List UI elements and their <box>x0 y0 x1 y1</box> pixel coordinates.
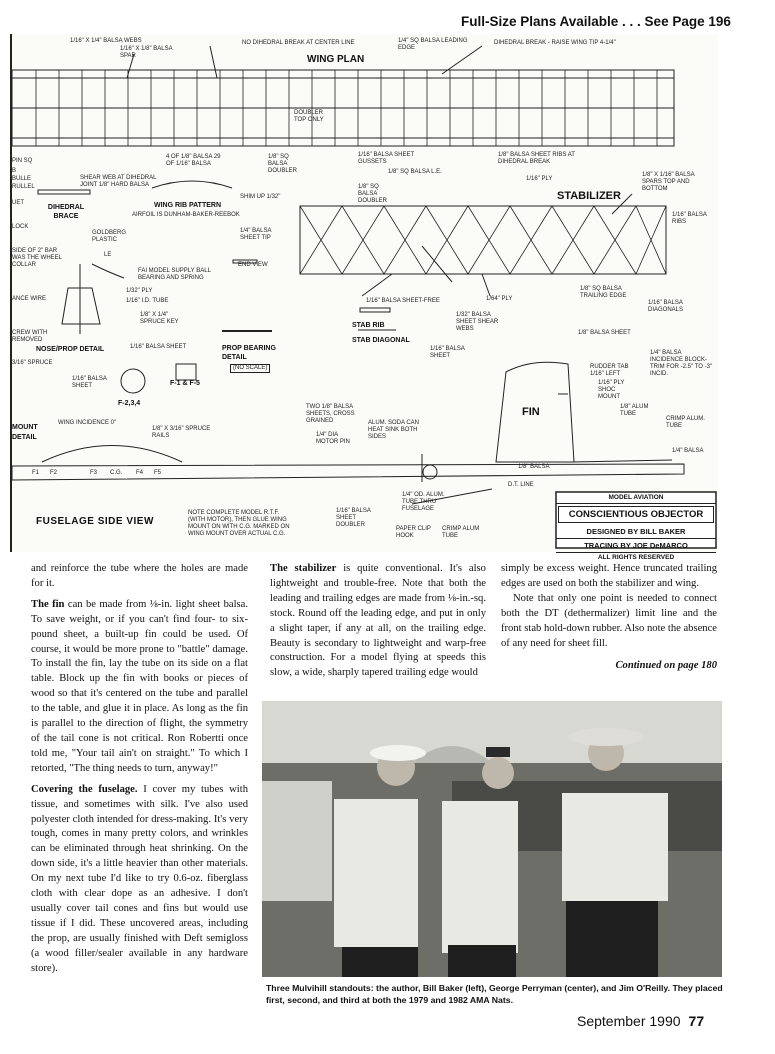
label-leading-edge: 1/4" SQ BALSA LEADING EDGE <box>398 38 468 51</box>
label-shear-web: SHEAR WEB AT DIHEDRAL JOINT 1/8" HARD BALSA <box>80 175 157 188</box>
label-ance-wire: ANCE WIRE <box>12 296 47 302</box>
label-shoc-mount: 1/16" PLY SHOC MOUNT <box>598 380 625 400</box>
label-wing-incidence: WING INCIDENCE 0" <box>58 420 117 426</box>
label-end-view: END VIEW <box>238 262 268 268</box>
label-goldberg: GOLDBERG PLASTIC <box>92 230 127 243</box>
label-sheet-free: 1/16" BALSA SHEET-FREE <box>366 298 440 304</box>
label-detail: DETAIL <box>12 434 37 441</box>
article-column-1 <box>31 562 248 976</box>
label-sheet-tip: 1/4" BALSA SHEET TIP <box>240 228 272 241</box>
label-uet: UET <box>12 200 24 206</box>
label-doubler-top: DOUBLER TOP ONLY <box>294 110 324 123</box>
title-block-rights: ALL RIGHTS RESERVED <box>597 554 675 561</box>
photo-svg <box>262 701 722 977</box>
label-crimp-tube: CRIMP ALUM. TUBE <box>666 416 705 429</box>
label-alum-tube: 1/8" ALUM TUBE <box>620 404 649 417</box>
page-number: 77 <box>688 1013 705 1029</box>
label-no-scale: (NO SCALE) <box>230 364 270 373</box>
label-le-small: LE <box>104 252 112 258</box>
label-spruce-rails: 1/8" X 3/16" SPRUCE RAILS <box>152 426 211 439</box>
label-balsa-webs: 1/16" X 1/4" BALSA WEBS <box>70 38 142 44</box>
wing-plan-title: WING PLAN <box>307 54 365 65</box>
label-airfoil: AIRFOIL IS DUNHAM-BAKER-REEBOK <box>132 212 240 218</box>
col3-para-1: simply be excess weight. Hence truncated trailing edges are used on both the stabilizer and wing. <box>501 563 717 589</box>
title-block-traced: TRACING BY JOE DeMARCO <box>556 539 716 553</box>
label-diagonals: 1/16" BALSA DIAGONALS <box>648 300 684 313</box>
label-note-rtf: NOTE COMPLETE MODEL R.T.F. (WITH MOTOR), THEN GLUE WING MOUNT ON WITH C.G. MARKED ON WING MOUNT OVER ACTUAL C.G. <box>188 510 290 537</box>
label-shim: SHIM UP 1/32" <box>240 194 281 200</box>
col1-para-1: and reinforce the tube where the holes are made for it. <box>31 563 248 589</box>
label-spruce-316: 3/16" SPRUCE <box>12 360 53 366</box>
title-block <box>556 492 716 562</box>
title-block-name: CONSCIENTIOUS OBJECTOR <box>558 506 714 523</box>
label-dihedral-break: DIHEDRAL BREAK - RAISE WING TIP 4-1/4" <box>494 40 616 46</box>
label-rullel: RULLEL <box>12 184 35 190</box>
label-no-dihedral: NO DIHEDRAL BREAK AT CENTER LINE <box>242 40 355 46</box>
label-sheet-116b: 1/16" BALSA SHEET <box>430 346 465 359</box>
label-shear-webs: 1/32" BALSA SHEET SHEAR WEBS <box>456 312 499 332</box>
label-bar-wheel: SIDE OF 2" BAR WAS THE WHEEL COLLAR <box>12 248 62 268</box>
label-sq-le: 1/8" SQ BALSA L.E. <box>388 169 442 175</box>
article-column-2 <box>270 562 486 681</box>
label-balsa-14: 1/4" BALSA <box>672 448 704 454</box>
col1-para-2: The fin can be made from ⅛-in. light sheet balsa. To save weight, or if you can't find four- to six-pound sheet, a built-up fin could be used. Of course, it would be more prone to "battle" damage. To install the fin, lay the tube on its side on a flat table. Block up the fin with books or pieces of wood so that it's centered on the tube and parallel to the table, and glue it in place. As long as the fin is parallel to the direction of flight, the symmetry of the tail cone is not critical. Ron Robertti once told me, "Your tail ain't on straight." To which I retorted, "The thing needs to turn, anyway!" <box>31 598 249 774</box>
col2-para-1: The stabilizer is quite conventional. It's also lightweight and trouble-free. Note that both the leading and trailing edges are made from ⅛-in.-sq. stock. Round off the leading edge, and put in only a slight taper, if any at all, on the trailing edge. Beauty is secondary to lightweight and warp-free construction. For a model flying at speeds this slow, a wide, sharply tapered trailing edge would <box>270 563 486 679</box>
label-sq-doubler: 1/8" SQ BALSA DOUBLER <box>268 154 298 174</box>
label-motor-pin: 1/4" DIA MOTOR PIN <box>316 432 350 445</box>
fin-title: FIN <box>522 406 540 418</box>
fuselage-side-view-title: FUSELAGE SIDE VIEW <box>36 516 154 527</box>
label-trailing-edge: 1/8" SQ BALSA TRAILING EDGE <box>580 286 627 299</box>
station-f3: F3 <box>90 470 98 476</box>
page-footer <box>577 1013 704 1029</box>
label-wing-rib-pattern: WING RIB PATTERN <box>154 202 222 209</box>
label-sheet-gussets: 1/16" BALSA SHEET GUSSETS <box>358 152 415 165</box>
label-sheet-18: 1/8" BALSA SHEET <box>578 330 631 336</box>
label-stab-rib: STAB RIB <box>352 322 385 329</box>
plan-drawing <box>10 34 718 561</box>
label-alum-soda: ALUM. SODA CAN HEAT SINK BOTH SIDES <box>368 420 420 440</box>
label-balsa-spar: 1/16" X 1/8" BALSA SPAR <box>120 46 173 59</box>
label-crew-with: CREW WITH REMOVED <box>12 330 48 343</box>
label-ply-164: 1/64" PLY <box>486 296 513 302</box>
label-ply-132: 1/32" PLY <box>126 288 153 294</box>
label-sheet-116: 1/16" BALSA SHEET <box>130 344 187 350</box>
photo-caption: Three Mulvihill standouts: the author, Bill Baker (left), George Perryman (center), and Jim O'Reilly. They placed first, second, and third at both the 1979 and 1982 AMA Nats. <box>266 983 723 1005</box>
photo-three-modelers <box>262 701 722 977</box>
issue-date: September 1990 <box>577 1013 681 1029</box>
label-balsa-ribs: 1/16" BALSA RIBS <box>672 212 707 225</box>
stabilizer-outline <box>300 206 666 274</box>
col1-para-3: Covering the fuselage. I cover my tubes with tissue, and sometimes with silk. I've also used polyester cloth intended for dress-making. It's very tough, comes in many pretty colors, and wrinkles can be eliminated through heat shrinking. On the down side, it's a little heavier than other materials. On my next tube I'd like to try 0.6-oz. fiberglass cloth with clear dope as an adhesive. I don't usually cover tail cones and fins but would use tissue if I did. These uncovered areas, including the prop, are usually finished with Deft semigloss (a wood filler/sealer available in any hardware store). <box>31 783 248 974</box>
label-dihedral-brace: DIHEDRAL BRACE <box>47 204 85 220</box>
label-rudder-tab: RUDDER TAB 1/16" LEFT <box>590 364 629 377</box>
label-stab-diagonal: STAB DIAGONAL <box>352 337 410 344</box>
station-f4: F4 <box>136 470 144 476</box>
label-two-sheets: TWO 1/8" BALSA SHEETS, CROSS GRAINED <box>306 404 355 424</box>
continued-note: Continued on page 180 <box>615 660 717 672</box>
title-block-designed: DESIGNED BY BILL BAKER <box>556 525 716 539</box>
label-id-tube: 1/16" I.D. TUBE <box>126 298 169 304</box>
label-sheet-doubler: 1/16" BALSA SHEET DOUBLER <box>336 508 371 528</box>
label-od-tube: 1/4" OD. ALUM. TUBE THRU FUSELAGE <box>402 492 445 512</box>
label-prop-bearing: PROP BEARING DETAIL <box>222 345 276 361</box>
label-f1-f5: F-1 & F-5 <box>170 380 200 387</box>
station-cg: C.G. <box>110 470 123 476</box>
label-b: B <box>12 168 17 174</box>
label-sheet-ribs: 1/8" BALSA SHEET RIBS AT DIHEDRAL BREAK <box>498 152 575 165</box>
plans-available-note: Full-Size Plans Available . . . See Page 196 <box>461 14 731 29</box>
label-pin-sq: PIN SQ <box>12 158 33 164</box>
label-sq-doubler-2: 1/8" SQ BALSA DOUBLER <box>358 184 388 204</box>
label-crimp-alum-tube: CRIMP ALUM TUBE <box>442 526 480 539</box>
label-ply-116: 1/16" PLY <box>526 176 553 182</box>
stabilizer-title: STABILIZER <box>557 190 621 202</box>
label-mount: MOUNT <box>12 424 38 431</box>
station-f2: F2 <box>50 470 58 476</box>
label-paper-clip: PAPER CLIP HOOK <box>396 526 431 539</box>
label-incidence-block: 1/4" BALSA INCIDENCE BLOCK-TRIM FOR -2.5" TO -3" INCID. <box>650 350 713 377</box>
label-spruce-key: 1/8" X 1/4" SPRUCE KEY <box>140 312 179 325</box>
label-lock: LOCK <box>12 224 29 230</box>
label-spars: 1/8" X 1/16" BALSA SPARS TOP AND BOTTOM <box>642 172 695 192</box>
label-bulle: BULLE <box>12 176 32 182</box>
label-sheet-f: 1/16" BALSA SHEET <box>72 376 107 389</box>
label-balsa-18: 1/8" BALSA <box>518 464 550 470</box>
station-f1: F1 <box>32 470 40 476</box>
col3-para-2: Note that only one point is needed to connect both the DT (dethermalizer) limit line and the front stab hold-down rubber. Also note the absence of any need for sheet fill. <box>501 592 717 649</box>
label-dt-line: D.T. LINE <box>508 482 534 488</box>
label-supply-ball: FAI MODEL SUPPLY BALL BEARING AND SPRING <box>138 268 211 281</box>
wing-mount <box>42 446 182 463</box>
article-column-3 <box>501 562 717 674</box>
station-f5: F5 <box>154 470 162 476</box>
label-f234: F-2,3,4 <box>118 400 141 407</box>
label-balsa-29: 4 OF 1/8" BALSA 29 OF 1/16" BALSA <box>166 154 221 167</box>
title-block-publication: MODEL AVIATION <box>556 492 716 504</box>
label-nose-prop: NOSE/PROP DETAIL <box>36 346 105 353</box>
